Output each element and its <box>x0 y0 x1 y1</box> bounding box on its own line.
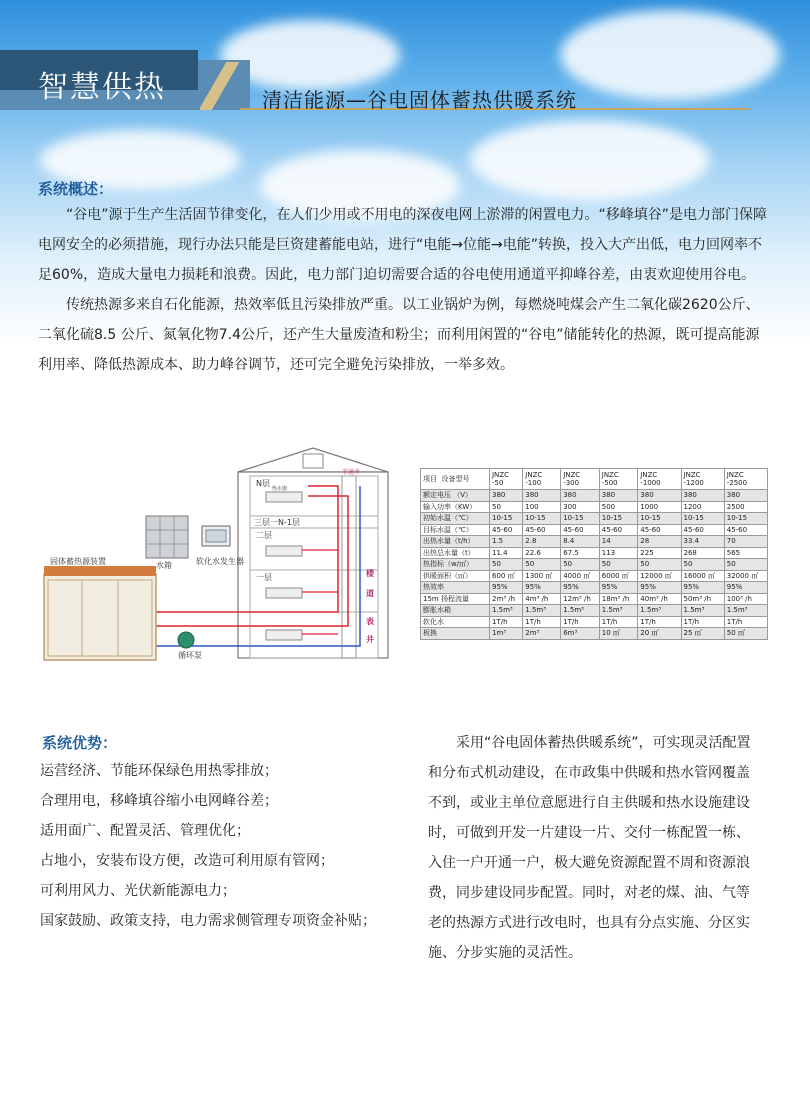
spec-cell: 热指标（w/㎡） <box>421 559 490 571</box>
spec-row <box>421 501 768 513</box>
spec-cell: 1T/h <box>724 616 767 628</box>
label-floor-3: 三层一N-1层 <box>254 518 300 527</box>
spec-row <box>421 513 768 525</box>
spec-cell: 10 ㎡ <box>599 628 638 640</box>
spec-header-cell: JNZC -1200 <box>681 469 724 490</box>
spec-cell: 45-60 <box>561 524 600 536</box>
spec-cell: 50 ㎡ <box>724 628 767 640</box>
spec-cell: 50 <box>638 559 681 571</box>
spec-cell: 10-15 <box>599 513 638 525</box>
spec-cell: 300 <box>561 501 600 513</box>
overview-heading: 系统概述： <box>38 180 114 198</box>
spec-header-cell: JNZC -2500 <box>724 469 767 490</box>
advantage-item: 适用面广、配置灵活、管理优化； <box>40 823 250 839</box>
spec-cell: 膨胀水箱 <box>421 605 490 617</box>
spec-cell: 25 ㎡ <box>681 628 724 640</box>
spec-cell: 70 <box>724 536 767 548</box>
spec-cell: 28 <box>638 536 681 548</box>
spec-cell: 45-60 <box>489 524 522 536</box>
label-tank: 水箱 <box>156 561 172 570</box>
spec-cell: 50 <box>561 559 600 571</box>
label-shaft-2: 道 <box>366 589 374 598</box>
spec-cell: 出热总水量（t） <box>421 547 490 559</box>
spec-cell: 100³ /h <box>724 593 767 605</box>
advantages-heading: 系统优势： <box>42 734 118 752</box>
spec-row <box>421 582 768 594</box>
spec-cell: 22.6 <box>523 547 561 559</box>
spec-cell: 1.5m³ <box>724 605 767 617</box>
label-shaft-1: 楼 <box>366 569 374 578</box>
advantages-paragraph: 采用“谷电固体蓄热供暖系统”，可实现灵活配置和分布式机动建设，在市政集中供暖和热水管网覆盖不到，或业主单位意愿进行自主供暖和热水设施建设时，可做到开发一片建设一片、交付一栋配置一栋、入住一户开通一户，极大避免资源配置不周和资源浪费，同步建设同步配置。同时，对老的煤、油、气等老的热源方式进行改电时，也具有分点实施、分区实施、分步实施的灵活性。 <box>428 735 751 961</box>
spec-cell: 4000 ㎡ <box>561 570 600 582</box>
spec-header-cell: 项目 设备型号 <box>421 469 490 490</box>
spec-row <box>421 559 768 571</box>
spec-header-cell: JNZC -100 <box>523 469 561 490</box>
spec-cell: 1m³ <box>489 628 522 640</box>
spec-cell: 20 ㎡ <box>638 628 681 640</box>
spec-row <box>421 605 768 617</box>
spec-cell: 15m 扬程流量 <box>421 593 490 605</box>
spec-cell: 12m³ /h <box>561 593 600 605</box>
spec-cell: 1.5 <box>489 536 522 548</box>
page-subtitle: 清洁能源—谷电固体蓄热供暖系统 <box>262 88 577 112</box>
spec-cell: 50 <box>724 559 767 571</box>
spec-cell: 67.5 <box>561 547 600 559</box>
label-shaft-3: 表 <box>366 617 374 626</box>
spec-row <box>421 490 768 502</box>
spec-cell: 95% <box>638 582 681 594</box>
spec-cell: 10-15 <box>489 513 522 525</box>
spec-cell: 1.5m³ <box>489 605 522 617</box>
spec-cell: 10-15 <box>561 513 600 525</box>
spec-cell: 113 <box>599 547 638 559</box>
spec-cell: 95% <box>681 582 724 594</box>
spec-cell: 95% <box>724 582 767 594</box>
spec-cell: 10-15 <box>523 513 561 525</box>
label-floor-2: 二层 <box>256 531 272 540</box>
label-shaft-4: 井 <box>366 635 374 644</box>
label-riser-top: 节通井 <box>342 469 361 476</box>
spec-cell: 33.4 <box>681 536 724 548</box>
spec-cell: 1.5m³ <box>523 605 561 617</box>
spec-row <box>421 547 768 559</box>
spec-cell: 565 <box>724 547 767 559</box>
spec-cell: 1.5m³ <box>561 605 600 617</box>
label-floor-1: 一层 <box>256 573 272 582</box>
spec-cell: 10-15 <box>638 513 681 525</box>
spec-cell: 初始水温（℃） <box>421 513 490 525</box>
spec-cell: 100 <box>523 501 561 513</box>
label-device: 固体蓄热源装置 <box>50 557 106 566</box>
advantages-list <box>40 756 376 936</box>
advantage-item: 国家鼓励、政策支持，电力需求侧管理专项资金补贴； <box>40 913 376 929</box>
label-radiator: 热水器 <box>272 486 288 492</box>
spec-cell: 1T/h <box>489 616 522 628</box>
spec-cell: 225 <box>638 547 681 559</box>
spec-cell: 45-60 <box>523 524 561 536</box>
spec-cell: 额定电压 （V） <box>421 490 490 502</box>
system-diagram <box>38 446 408 676</box>
spec-cell: 95% <box>561 582 600 594</box>
spec-cell: 1000 <box>638 501 681 513</box>
spec-cell: 1.5m³ <box>638 605 681 617</box>
spec-cell: 95% <box>489 582 522 594</box>
spec-cell: 600 ㎡ <box>489 570 522 582</box>
spec-cell: 50 <box>489 559 522 571</box>
label-floor-n: N层 <box>256 479 270 488</box>
spec-cell: 1.5m³ <box>681 605 724 617</box>
spec-cell: 4m³ /h <box>523 593 561 605</box>
spec-cell: 11.4 <box>489 547 522 559</box>
spec-cell: 1T/h <box>523 616 561 628</box>
spec-cell: 380 <box>561 490 600 502</box>
spec-cell: 50 <box>681 559 724 571</box>
spec-row <box>421 593 768 605</box>
label-softener: 软化水发生器 <box>196 557 244 566</box>
spec-cell: 供暖面积（㎡） <box>421 570 490 582</box>
spec-row <box>421 616 768 628</box>
spec-cell: 热效率 <box>421 582 490 594</box>
overview-paragraph-1: “谷电”源于生产生活固节律变化，在人们少用或不用电的深夜电网上淤滞的闲置电力。“移峰填谷”是电力部门保障电网安全的必须措施，现行办法只能是巨资建蓄能电站，进行“电能→位能→电能”转换，投入大产出低，电力回网率不足60%，造成大量电力损耗和浪费。因此，电力部门迫切需要合适的谷电使用通道平抑峰谷差，由衷欢迎使用谷电。 <box>38 207 768 283</box>
spec-cell: 1T/h <box>681 616 724 628</box>
spec-cell: 380 <box>724 490 767 502</box>
advantage-item: 运营经济、节能环保绿色用热零排放； <box>40 763 278 779</box>
label-pump: 循环泵 <box>178 651 202 660</box>
spec-cell: 6m³ <box>561 628 600 640</box>
spec-cell: 95% <box>599 582 638 594</box>
spec-cell: 2.8 <box>523 536 561 548</box>
spec-cell: 380 <box>599 490 638 502</box>
spec-table <box>420 468 768 640</box>
overview-paragraph-2: 传统热源多来自石化能源，热效率低且污染排放严重。以工业锅炉为例，每燃烧吨煤会产生二氧化碳2620公斤、二氧化硫8.5 公斤、氮氧化物7.4公斤，还产生大量废渣和粉尘；而利用闲置的“谷电”储能转化的热源，既可提高能源利用率、降低热源成本、助力峰谷调节，还可完全避免污染排放，一举多效。 <box>38 297 760 373</box>
spec-header-cell: JNZC -1000 <box>638 469 681 490</box>
spec-cell: 6000 ㎡ <box>599 570 638 582</box>
spec-row <box>421 524 768 536</box>
spec-row <box>421 628 768 640</box>
spec-cell: 1200 <box>681 501 724 513</box>
brand-title: 智慧供热 <box>38 70 166 105</box>
spec-cell: 2500 <box>724 501 767 513</box>
spec-cell: 380 <box>681 490 724 502</box>
spec-row <box>421 536 768 548</box>
spec-cell: 50m³ /h <box>681 593 724 605</box>
advantage-item: 占地小，安装布设方便，改造可利用原有管网； <box>40 853 334 869</box>
spec-cell: 380 <box>489 490 522 502</box>
spec-cell: 45-60 <box>681 524 724 536</box>
spec-cell: 1T/h <box>638 616 681 628</box>
advantage-item: 合理用电，移峰填谷缩小电网峰谷差； <box>40 793 278 809</box>
spec-cell: 50 <box>523 559 561 571</box>
banner-stripe <box>200 62 260 110</box>
spec-cell: 2m³ /h <box>489 593 522 605</box>
spec-cell: 1.5m³ <box>599 605 638 617</box>
spec-cell: 32000 ㎡ <box>724 570 767 582</box>
spec-cell: 10-15 <box>681 513 724 525</box>
spec-row <box>421 570 768 582</box>
spec-cell: 50 <box>599 559 638 571</box>
spec-cell: 12000 ㎡ <box>638 570 681 582</box>
spec-cell: 1T/h <box>599 616 638 628</box>
spec-cell: 8.4 <box>561 536 600 548</box>
spec-cell: 18m³ /h <box>599 593 638 605</box>
spec-cell: 1T/h <box>561 616 600 628</box>
spec-cell: 45-60 <box>724 524 767 536</box>
spec-cell: 45-60 <box>638 524 681 536</box>
advantages-description <box>428 728 760 968</box>
spec-cell: 45-60 <box>599 524 638 536</box>
spec-cell: 380 <box>523 490 561 502</box>
spec-cell: 输入功率（KW） <box>421 501 490 513</box>
spec-header-cell: JNZC -500 <box>599 469 638 490</box>
advantage-item: 可利用风力、光伏新能源电力； <box>40 883 236 899</box>
spec-cell: 1300 ㎡ <box>523 570 561 582</box>
spec-cell: 500 <box>599 501 638 513</box>
spec-header-cell: JNZC -300 <box>561 469 600 490</box>
spec-header-row <box>421 469 768 490</box>
spec-cell: 50 <box>489 501 522 513</box>
spec-cell: 软化水 <box>421 616 490 628</box>
overview-text <box>38 200 773 380</box>
spec-header-cell: JNZC -50 <box>489 469 522 490</box>
spec-cell: 380 <box>638 490 681 502</box>
spec-cell: 板换 <box>421 628 490 640</box>
spec-cell: 16000 ㎡ <box>681 570 724 582</box>
spec-cell: 出热水量（t/h） <box>421 536 490 548</box>
spec-cell: 2m³ <box>523 628 561 640</box>
spec-cell: 目标水温（℃） <box>421 524 490 536</box>
spec-cell: 40m³ /h <box>638 593 681 605</box>
spec-cell: 268 <box>681 547 724 559</box>
spec-cell: 10-15 <box>724 513 767 525</box>
spec-cell: 14 <box>599 536 638 548</box>
spec-cell: 95% <box>523 582 561 594</box>
